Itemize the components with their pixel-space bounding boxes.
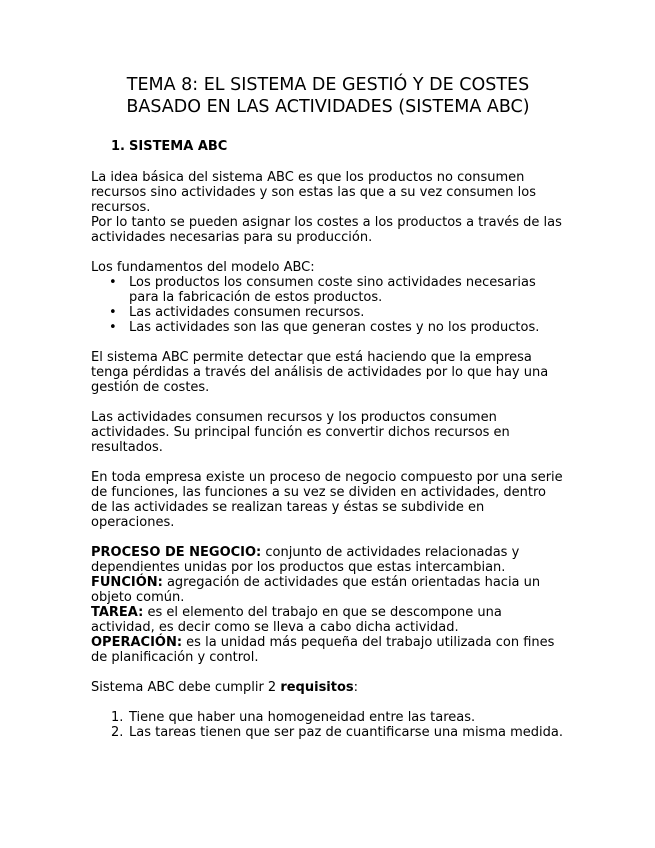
title-line-2: BASADO EN LAS ACTIVIDADES (SISTEMA ABC) (126, 97, 530, 117)
bullet-icon: • (109, 320, 117, 335)
definition-operacion (91, 635, 565, 665)
section-heading (111, 139, 565, 155)
requisitos-suffix: : (353, 680, 359, 695)
definition-term: FUNCIÓN: (91, 575, 163, 590)
document-body (91, 155, 565, 740)
fundamentos-list (91, 275, 565, 335)
bullet-icon: • (109, 275, 117, 290)
definition-proceso-negocio (91, 545, 565, 575)
title-line-1: TEMA 8: EL SISTEMA DE GESTIÓ Y DE COSTES (126, 75, 530, 95)
definition-term: OPERACIÓN: (91, 635, 183, 650)
list-number: 1. (111, 710, 124, 725)
definition-term: PROCESO DE NEGOCIO: (91, 545, 262, 560)
definition-text: agregación de actividades que están orientadas hacia un objeto común. (91, 575, 541, 605)
paragraph-consumen-recursos: Las actividades consumen recursos y los productos consumen actividades. Su principal función es convertir dichos recursos en resultados. (91, 410, 510, 455)
definition-text: es el elemento del trabajo en que se descompone una actividad, es decir como se lleva a cabo dicha actividad. (91, 605, 502, 635)
list-number: 2. (111, 725, 124, 740)
requisitos-prefix: Sistema ABC debe cumplir 2 (91, 680, 281, 695)
definition-text: es la unidad más pequeña del trabajo utilizada con fines de planificación y control. (91, 635, 555, 665)
list-item-text: Las actividades consumen recursos. (129, 305, 365, 320)
definition-text: conjunto de actividades relacionadas y dependientes unidas por los productos que estas intercambian. (91, 545, 520, 575)
list-item-text: Tiene que haber una homogeneidad entre las tareas. (129, 710, 476, 725)
list-item (91, 725, 565, 740)
definition-tarea (91, 605, 565, 635)
list-item (91, 275, 565, 305)
bullet-icon: • (109, 305, 117, 320)
section-number: 1. (111, 139, 125, 154)
paragraph-proceso-negocio: En toda empresa existe un proceso de negocio compuesto por una serie de funciones, las funciones a su vez se dividen en actividades, dentro de las actividades se realizan tareas y éstas se subdivide en operaciones. (91, 470, 563, 530)
paragraph-detectar-perdidas: El sistema ABC permite detectar que está haciendo que la empresa tenga pérdidas a través del análisis de actividades por lo que hay una gestión de costes. (91, 350, 549, 395)
requisitos-intro (91, 680, 565, 695)
list-item-text: Las actividades son las que generan costes y no los productos. (129, 320, 540, 335)
paragraph-asignar-costes: Por lo tanto se pueden asignar los costes a los productos a través de las actividades necesarias para su producción. (91, 215, 562, 245)
fundamentos-intro: Los fundamentos del modelo ABC: (91, 260, 315, 275)
section-title: SISTEMA ABC (129, 139, 228, 154)
definition-term: TAREA: (91, 605, 144, 620)
paragraph-idea-basica: La idea básica del sistema ABC es que los productos no consumen recursos sino actividades y son estas las que a su vez consumen los recursos. (91, 170, 537, 215)
requisitos-bold: requisitos (280, 680, 354, 695)
list-item-text: Las tareas tienen que ser paz de cuantificarse una misma medida. (129, 725, 563, 740)
document-title (91, 74, 565, 118)
definition-funcion (91, 575, 565, 605)
requisitos-list (91, 710, 565, 740)
list-item-text: Los productos los consumen coste sino actividades necesarias para la fabricación de estos productos. (129, 275, 536, 305)
list-item (91, 320, 565, 335)
list-item (91, 305, 565, 320)
list-item (91, 710, 565, 725)
